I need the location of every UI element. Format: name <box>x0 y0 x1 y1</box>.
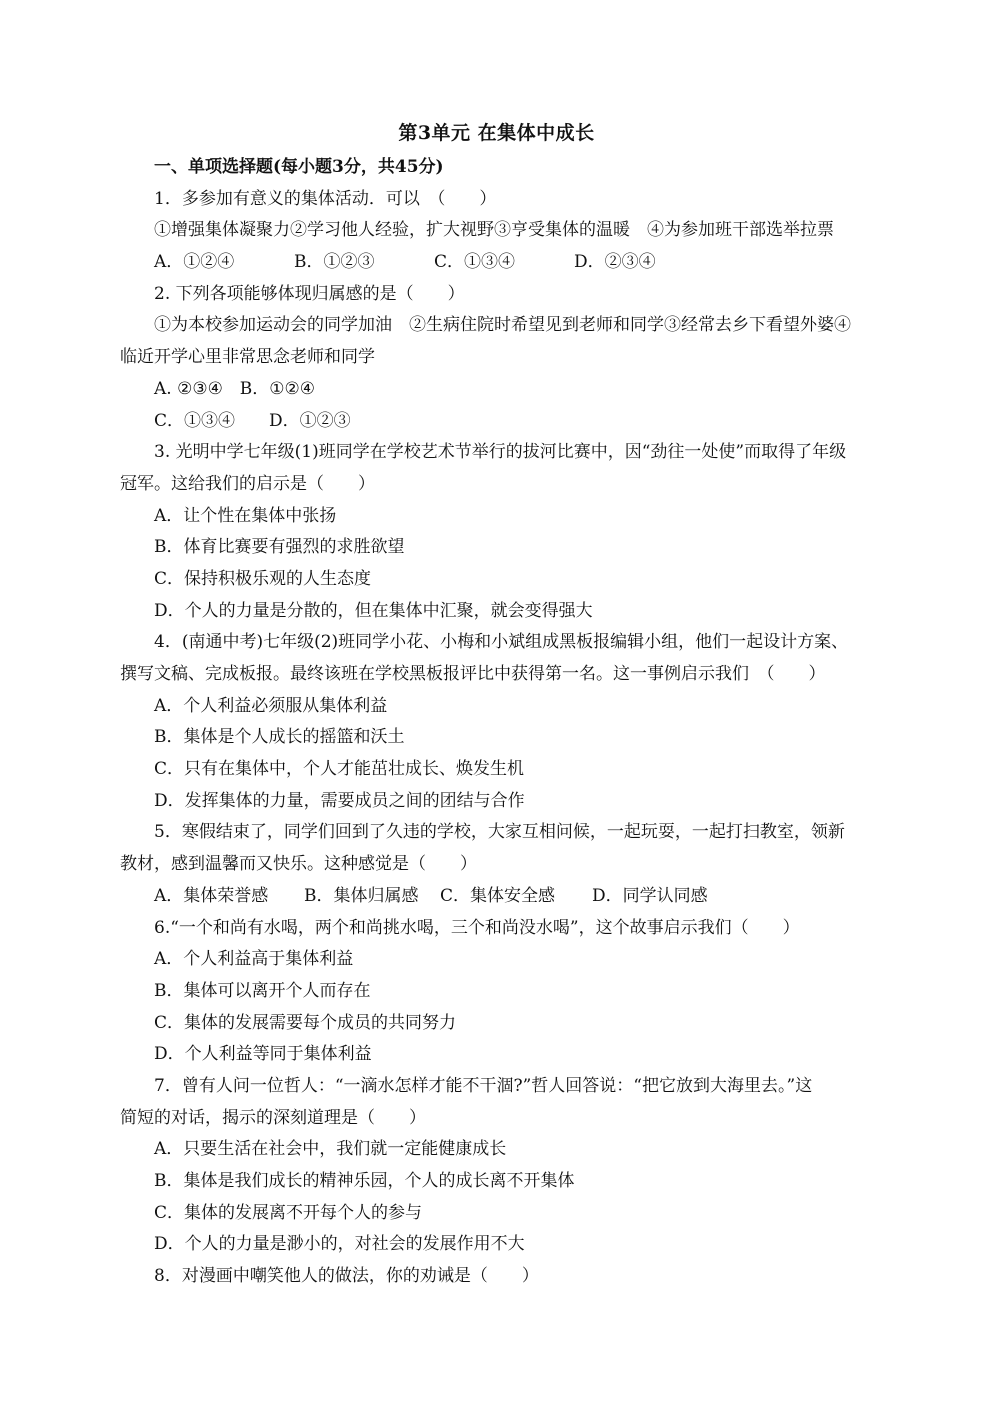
option: A．只要生活在社会中，我们就一定能健康成长 <box>154 1139 507 1160</box>
option: A．个人利益高于集体利益 <box>154 949 354 970</box>
option: B．集体是个人成长的摇篮和沃土 <box>154 727 405 748</box>
option: D．同学认同感 <box>592 885 708 906</box>
option: C．只有在集体中，个人才能茁壮成长、焕发生机 <box>154 759 525 780</box>
option: B．集体是我们成长的精神乐园，个人的成长离不开集体 <box>154 1171 575 1191</box>
option: A．集体荣誉感 <box>154 885 269 906</box>
page-title: 第3单元 在集体中成长 <box>398 122 595 144</box>
option: B．集体可以离开个人而存在 <box>154 980 371 1001</box>
option: D．个人的力量是渺小的，对社会的发展作用不大 <box>154 1234 525 1255</box>
question-1-options <box>120 247 880 279</box>
option: B．集体归属感 <box>304 885 419 906</box>
option: D．发挥集体的力量，需要成员之间的团结与合作 <box>154 790 525 811</box>
question-7-stem: 7．曾有人问一位哲人：“一滴水怎样才能不干涸?”哲人回答说：“把它放到大海里去。”这 <box>154 1075 813 1096</box>
option: D．个人的力量是分散的，但在集体中汇聚，就会变得强大 <box>154 600 593 621</box>
question-5-options <box>120 881 880 913</box>
question-5-stem-cont: 教材，感到温馨而又快乐。这种感觉是（ ） <box>120 854 477 875</box>
question-4-stem: 4．(南通中考)七年级(2)班同学小花、小梅和小斌组成黑板报编辑小组，他们一起设计方案、 <box>154 632 849 653</box>
option: B．体育比赛要有强烈的求胜欲望 <box>154 537 405 558</box>
question-2-options-2: C．①③④ D．①②③ <box>154 410 351 431</box>
option: C．集体安全感 <box>440 885 556 906</box>
question-2-items: ①为本校参加运动会的同学加油 ②生病住院时希望见到老师和同学③经常去乡下看望外婆④ <box>154 315 851 336</box>
option: A．①②④ <box>154 252 235 273</box>
option: D．个人利益等同于集体利益 <box>154 1044 372 1065</box>
question-1-stem: 1．多参加有意义的集体活动．可以 （ ） <box>154 188 497 209</box>
question-2-options-1: A. ②③④ B．①②④ <box>154 378 316 399</box>
question-4-stem-cont: 撰写文稿、完成板报。最终该班在学校黑板报评比中获得第一名。这一事例启示我们 （ ） <box>120 664 826 684</box>
question-list <box>120 152 880 1293</box>
question-1-items: ①增强集体凝聚力②学习他人经验，扩大视野③亨受集体的温暖 ④为参加班干部选举拉票 <box>154 220 834 241</box>
section-heading: 一、单项选择题(每小题3分，共45分) <box>154 157 444 177</box>
option: C．集体的发展需要每个成员的共同努力 <box>154 1012 457 1033</box>
question-8-stem: 8．对漫画中嘲笑他人的做法，你的劝诫是（ ） <box>154 1266 539 1287</box>
option: C．①③④ <box>434 252 516 273</box>
question-5-stem: 5．寒假结束了，同学们回到了久违的学校，大家互相问候，一起玩耍，一起打扫教室，领新 <box>154 822 845 843</box>
question-3-stem-cont: 冠军。这给我们的启示是（ ） <box>120 473 375 494</box>
option: C．集体的发展离不开每个人的参与 <box>154 1202 423 1223</box>
question-2-stem: 2. 下列各项能够体现归属感的是（ ） <box>154 283 465 304</box>
option: A．个人利益必须服从集体利益 <box>154 695 388 716</box>
option: D．②③④ <box>574 252 656 273</box>
option: B．①②③ <box>294 252 375 273</box>
option: A．让个性在集体中张扬 <box>154 505 337 526</box>
question-3-stem: 3. 光明中学七年级(1)班同学在学校艺术节举行的拔河比赛中，因“劲往一处使”而取得了年级 <box>154 442 847 463</box>
option: C．保持积极乐观的人生态度 <box>154 568 372 589</box>
question-7-stem-cont: 简短的对话，揭示的深刻道理是（ ） <box>120 1107 426 1128</box>
question-6-stem: 6.“一个和尚有水喝，两个和尚挑水喝，三个和尚没水喝”，这个故事启示我们（ ） <box>154 917 800 938</box>
question-2-items-cont: 临近开学心里非常思念老师和同学 <box>120 347 375 368</box>
